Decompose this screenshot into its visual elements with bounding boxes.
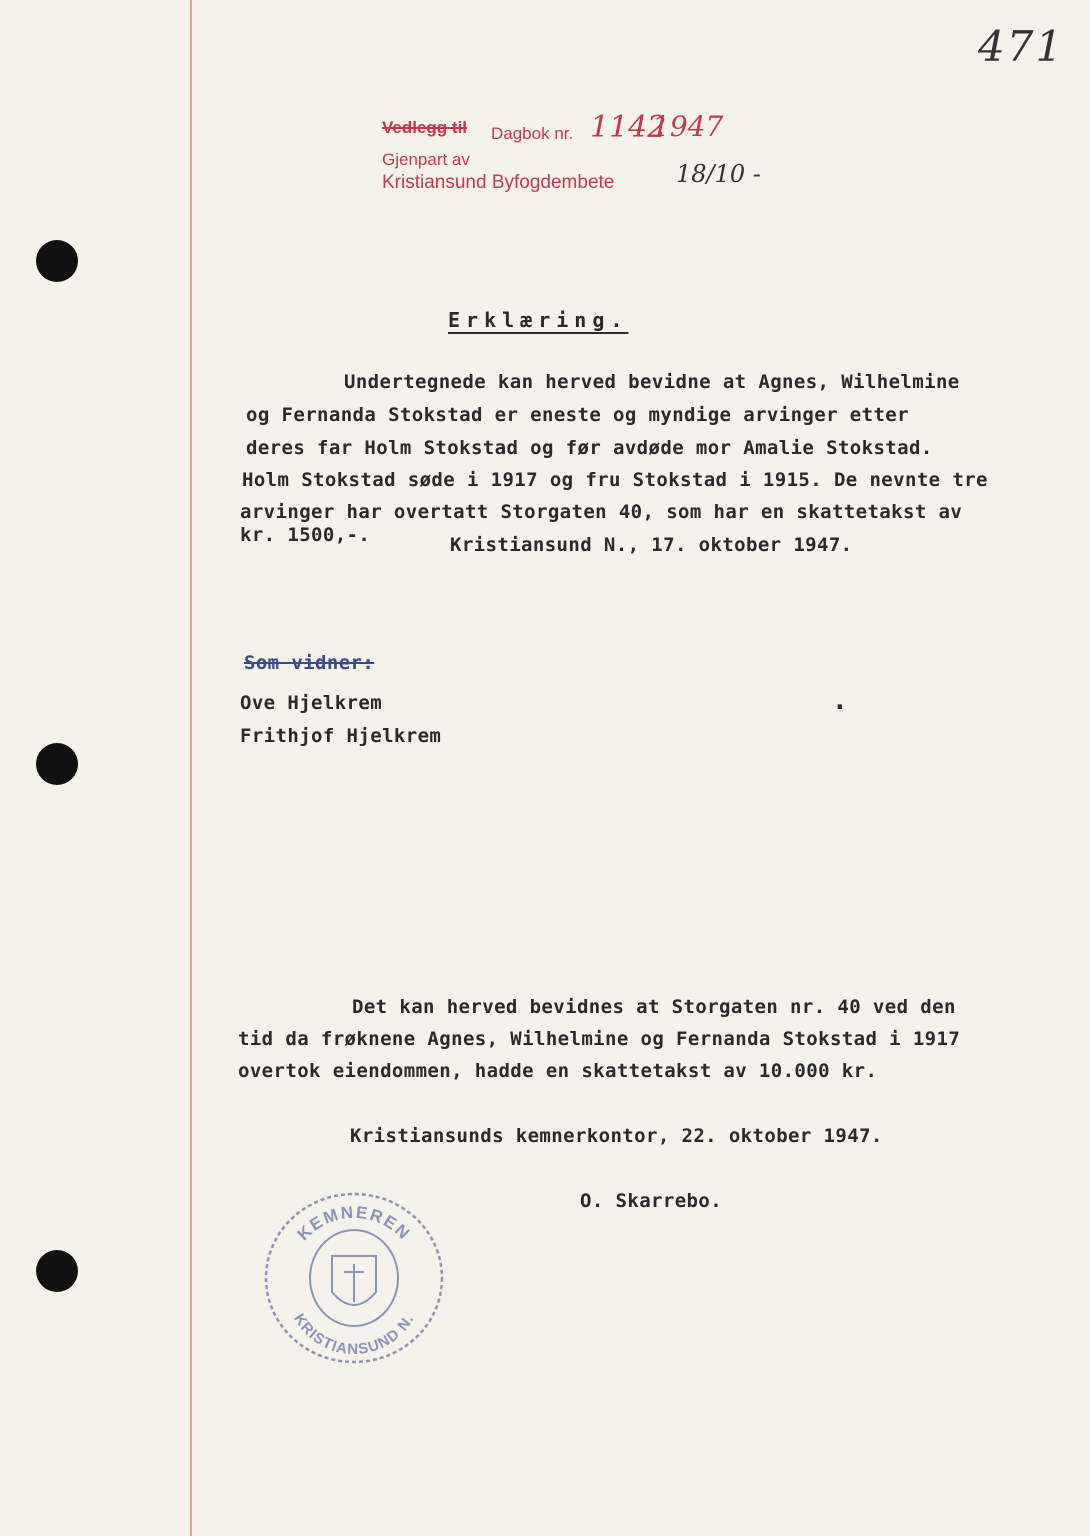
ink-mark: . [832,686,849,716]
seal-bottom-text: KRISTIANSUND N. [290,1310,418,1359]
certificate-line: overtok eiendommen, hadde en skattetakst av 10.000 kr. [238,1060,878,1082]
dagbok-number: 1142 [590,110,667,145]
official-seal [262,1190,446,1366]
place-date-1: Kristiansund N., 17. oktober 1947. [450,534,853,556]
witness-name: Ove Hjelkrem [240,692,383,714]
margin-line [190,0,192,1536]
office-label: Kristiansund Byfogdembete [382,172,615,193]
witness-label: Som vidner: [244,652,375,674]
certificate-line: Det kan herved bevidnes at Storgaten nr. 40 ved den [352,996,956,1018]
witness-name: Frithjof Hjelkrem [240,725,442,747]
seal-top-text: KEMNEREN [293,1202,415,1245]
punch-hole [36,1250,78,1292]
svg-text:KRISTIANSUND N. [290,1311,418,1358]
crossed-out-label: Vedlegg til [382,118,468,137]
certificate-line: tid da frøknene Agnes, Wilhelmine og Fernanda Stokstad i 1917 [238,1028,961,1050]
declaration-line: Holm Stokstad søde i 1917 og fru Stokstad i 1915. De nevnte tre [242,469,988,491]
declaration-line: deres far Holm Stokstad og før avdøde mor Amalie Stokstad. [246,437,933,459]
declaration-line: og Fernanda Stokstad er eneste og myndige arvinger etter [246,404,909,426]
handwritten-date-note: 18/10 - [676,160,761,188]
svg-text:KEMNEREN [294,1203,415,1244]
dagbok-year: 1947 [652,110,724,143]
declaration-line: arvinger har overtatt Storgaten 40, som har en skattetakst av [240,501,963,523]
signature: O. Skarrebo. [580,1190,723,1212]
declaration-line: kr. 1500,-. [240,524,371,546]
document-title: Erklæring. [448,308,629,332]
gjenpart-label: Gjenpart av [382,150,470,169]
punch-hole [36,743,78,785]
punch-hole [36,240,78,282]
place-date-2: Kristiansunds kemnerkontor, 22. oktober 1947. [350,1125,883,1147]
declaration-line: Undertegnede kan herved bevidne at Agnes, Wilhelmine [344,371,960,393]
dagbok-label: Dagbok nr. [491,124,574,143]
page-number: 471 [978,22,1065,71]
